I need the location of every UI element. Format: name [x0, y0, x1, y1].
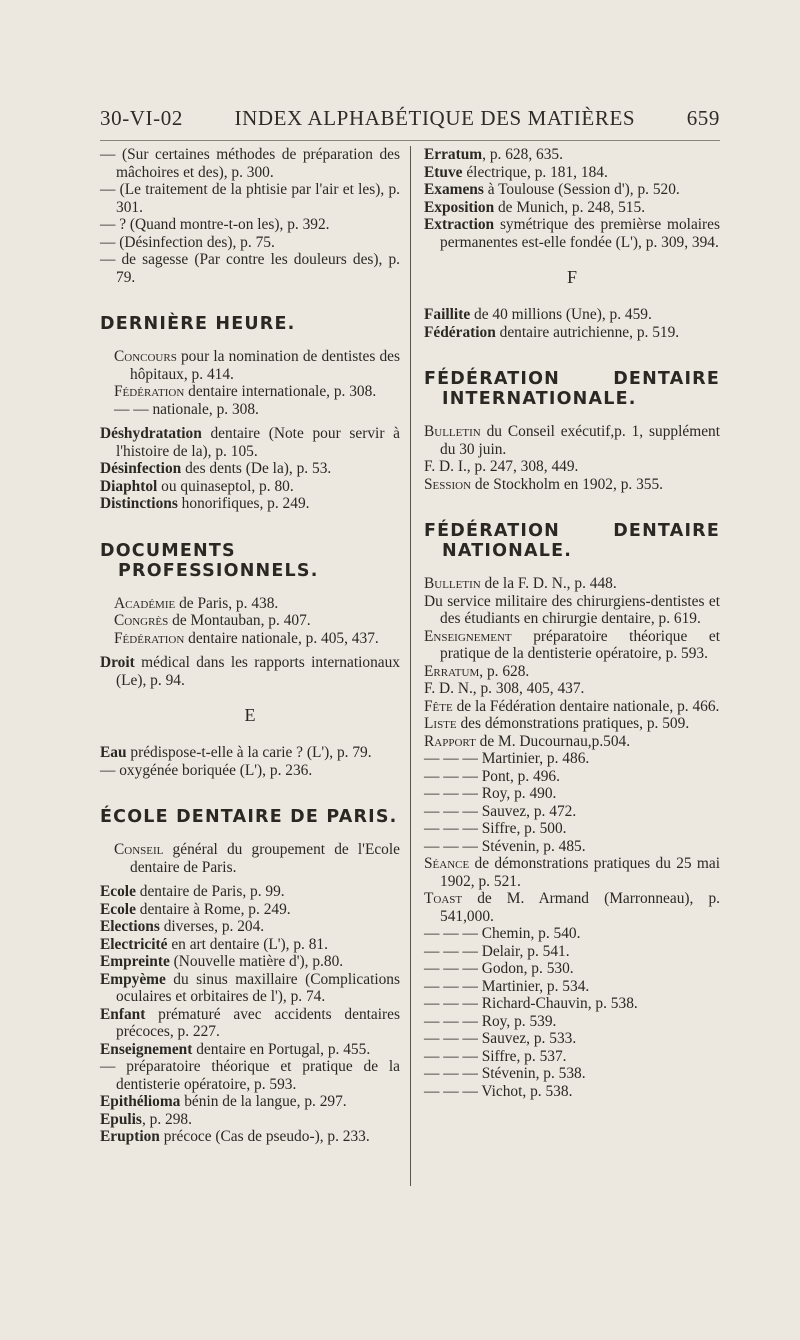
entry-text: — de sagesse (Par contre les douleurs des), p. 79. [100, 251, 400, 286]
entry-text: des dents (De la), p. 53. [181, 460, 332, 477]
index-entry [424, 925, 720, 943]
entry-text: (Nouvelle matière d'), p.80. [169, 953, 344, 970]
entry-text: Du service militaire des chirurgiens-dentistes et des étudiants en chirurgie dentaire, p. 619. [424, 592, 720, 627]
entry-term: Conseil [114, 841, 164, 858]
index-entry [100, 901, 400, 919]
entry-text: préparatoire théorique et pratique de la dentisterie opératoire, p. 593. [440, 627, 720, 662]
entry-text: — — — Sauvez, p. 472. [424, 802, 577, 820]
index-entry [100, 181, 400, 216]
entry-text: électrique, p. 181, 184. [462, 163, 608, 181]
federation-nationale-entries [424, 575, 720, 1100]
entry-text: — — — Vichot, p. 538. [424, 1082, 573, 1100]
index-entry [100, 630, 400, 648]
entry-text: de la Fédération dentaire nationale, p. 466. [452, 697, 720, 715]
entry-term: Toast [424, 890, 463, 907]
index-entry [424, 324, 720, 342]
entry-term: Eruption [100, 1128, 160, 1145]
entry-term: Faillite [424, 306, 471, 323]
index-entry [424, 663, 720, 681]
entry-text: , p. 628. [479, 662, 530, 680]
entry-text: dentaire autrichienne, p. 519. [495, 323, 680, 341]
entry-term: Empyème [100, 970, 166, 988]
entry-text: — — — Roy, p. 539. [424, 1012, 557, 1030]
index-entry [100, 401, 400, 419]
index-entry [424, 978, 720, 996]
entry-text: prématuré avec accidents dentaires précoces, p. 227. [116, 1005, 400, 1040]
entry-term: Congrès [114, 612, 169, 629]
page-title: INDEX ALPHABÉTIQUE DES MATIÈRES [234, 106, 636, 130]
entry-text: , p. 628, 635. [482, 146, 563, 163]
index-entry [100, 460, 400, 478]
entry-term: Elections [100, 918, 160, 935]
entry-term: Etuve [424, 163, 463, 181]
entry-term: Fête [424, 697, 453, 715]
entry-term: Séance [424, 855, 470, 872]
entry-term: Epithélioma [100, 1093, 181, 1110]
index-entry [100, 1058, 400, 1093]
entry-term: Académie [114, 594, 176, 612]
entry-term: Empreinte [100, 953, 170, 970]
issue-date: 30-VI-02 [100, 106, 183, 130]
index-entry [100, 971, 400, 1006]
entry-text: de M. Ducournau,p.504. [475, 732, 631, 750]
entry-text: pour la nomination de dentistes des hôpitaux, p. 414. [130, 348, 400, 383]
entry-term: Rapport [424, 732, 476, 750]
index-entry [424, 476, 720, 494]
index-entry [424, 181, 720, 199]
entry-text: dentaire de Paris, p. 99. [135, 883, 285, 900]
entry-term: Exposition [424, 198, 495, 216]
entry-term: Epulis [100, 1110, 142, 1128]
entry-term: Concours [114, 348, 177, 365]
index-entry [100, 612, 400, 630]
index-entry [100, 1093, 400, 1111]
entry-term: Diaphtol [100, 477, 158, 495]
entry-term: Enseignement [100, 1040, 193, 1058]
entry-text: F. D. I., p. 247, 308, 449. [424, 458, 579, 475]
entry-term: Session [424, 475, 472, 493]
index-entry [424, 820, 720, 838]
index-entry [424, 1030, 720, 1048]
index-entry [424, 750, 720, 768]
entry-term: Erratum [424, 146, 483, 163]
entry-text: diverses, p. 204. [159, 918, 265, 935]
federation-internationale-entries [424, 423, 720, 493]
index-entry [100, 744, 400, 762]
letter-heading-f: F [566, 267, 577, 287]
entry-text: , p. 298. [141, 1110, 192, 1128]
index-entry [100, 1041, 400, 1059]
right-column [424, 146, 720, 1100]
f-entries [424, 306, 720, 341]
entry-term: Enseignement [424, 627, 512, 645]
index-entry [100, 936, 400, 954]
entry-text: de Paris, p. 438. [175, 594, 279, 612]
entry-term: Bulletin [424, 575, 481, 592]
entry-text: honorifiques, p. 249. [177, 495, 310, 512]
entry-text: — — — Delair, p. 541. [424, 942, 570, 960]
index-entry [100, 425, 400, 460]
index-entry [424, 423, 720, 458]
entry-text: du Conseil exécutif,p. 1, supplément du 30 juin. [440, 423, 720, 458]
entry-text: médical dans les rapports internationaux (Le), p. 94. [116, 654, 400, 689]
documents-entries [100, 595, 400, 648]
entry-text: de la F. D. N., p. 448. [480, 575, 617, 592]
ecole-entries [100, 841, 400, 876]
entry-term: Extraction [424, 216, 495, 233]
entry-text: — — — Richard-Chauvin, p. 538. [424, 995, 638, 1012]
entry-term: Déshydratation [100, 425, 202, 442]
entry-text: en art dentaire (L'), p. 81. [167, 935, 328, 953]
e-entries [100, 744, 400, 779]
index-entry [424, 628, 720, 663]
entry-term: Fédération [114, 383, 185, 400]
index-entry [100, 918, 400, 936]
entry-text: — — — Siffre, p. 500. [424, 820, 567, 837]
entry-text: symétrique des premièrse molaires permanentes est-elle fondée (L'), p. 309, 394. [440, 216, 720, 251]
entry-term: Eau [100, 744, 127, 761]
index-entry [424, 458, 720, 476]
entry-text: dentaire (Note pour servir à l'histoire de la), p. 105. [116, 425, 400, 460]
index-entry [424, 698, 720, 716]
entry-text: — (Le traitement de la phtisie par l'air et les), p. 301. [100, 181, 400, 216]
section-heading-federation-internationale: FÉDÉRATION DENTAIRE INTERNATIONALE. [424, 369, 720, 409]
entry-text: — — — Pont, p. 496. [424, 767, 560, 785]
index-entry [424, 995, 720, 1013]
index-entry [424, 164, 720, 182]
entry-text: de 40 millions (Une), p. 459. [470, 306, 652, 323]
index-entry [424, 890, 720, 925]
e-bold-entries [100, 883, 400, 1146]
index-entry [100, 654, 400, 689]
entry-text: — — — Stévenin, p. 538. [424, 1065, 586, 1082]
entry-text: — — — Martinier, p. 534. [424, 977, 590, 995]
entry-term: Droit [100, 654, 135, 671]
header-rule [100, 140, 720, 141]
entry-term: Electricité [100, 935, 168, 953]
entry-text: — — — Stévenin, p. 485. [424, 837, 586, 855]
derniere-heure-entries [100, 348, 400, 418]
entry-text: général du groupement de l'Ecole dentaire de Paris. [130, 841, 400, 876]
entry-text: — — — Chemin, p. 540. [424, 925, 581, 942]
page-number: 659 [686, 106, 720, 130]
index-entry [424, 593, 720, 628]
index-entry [424, 785, 720, 803]
entry-text: de Munich, p. 248, 515. [494, 198, 646, 216]
index-entry [100, 146, 400, 181]
entry-text: — — nationale, p. 308. [114, 400, 259, 418]
entry-term: Désinfection [100, 460, 182, 477]
index-entry [100, 595, 400, 613]
entry-text: ou quinaseptol, p. 80. [157, 477, 294, 495]
entry-text: F. D. N., p. 308, 405, 437. [424, 680, 585, 697]
entry-text: des démonstrations pratiques, p. 509. [456, 715, 690, 732]
running-header [100, 106, 720, 131]
entry-term: Fédération [424, 323, 496, 341]
index-entry [100, 883, 400, 901]
entry-text: — — — Roy, p. 490. [424, 785, 557, 802]
index-entry [424, 838, 720, 856]
entry-text: précoce (Cas de pseudo-), p. 233. [159, 1128, 370, 1145]
e-right-entries [424, 146, 720, 251]
entry-text: — (Sur certaines méthodes de préparation des mâchoires et des), p. 300. [100, 146, 400, 181]
entry-term: Examens [424, 181, 484, 198]
droit-entries [100, 654, 400, 689]
entry-term: Ecole [100, 900, 136, 918]
entry-text: — — — Sauvez, p. 533. [424, 1030, 577, 1047]
entry-text: bénin de la langue, p. 297. [180, 1093, 347, 1110]
entry-text: prédispose-t-elle à la carie ? (L'), p. 79. [126, 744, 372, 761]
index-entry [100, 216, 400, 234]
index-entry [424, 960, 720, 978]
entry-text: — ? (Quand montre-t-on les), p. 392. [100, 216, 330, 233]
entry-text: de démonstrations pratiques du 25 mai 1902, p. 521. [440, 855, 720, 890]
entry-term: Distinctions [100, 495, 178, 512]
entry-text: du sinus maxillaire (Complications oculaires et orbitaires de l'), p. 74. [116, 970, 400, 1005]
entry-text: — (Désinfection des), p. 75. [100, 233, 275, 251]
index-entry [424, 680, 720, 698]
entry-term: Ecole [100, 883, 136, 900]
section-heading-derniere-heure: DERNIÈRE HEURE. [100, 314, 296, 334]
entry-term: Fédération [114, 629, 185, 647]
index-entry [100, 953, 400, 971]
section-heading-documents: DOCUMENTS PROFESSIONNELS. [100, 540, 319, 581]
index-entry [424, 803, 720, 821]
section-heading-ecole: ÉCOLE DENTAIRE DE PARIS. [100, 807, 398, 827]
column-divider [410, 146, 411, 1186]
index-entry [424, 1083, 720, 1101]
index-entry [424, 733, 720, 751]
index-entry [100, 1006, 400, 1041]
index-entry [100, 478, 400, 496]
entry-term: Liste [424, 715, 457, 732]
index-entry [424, 855, 720, 890]
index-entry [424, 768, 720, 786]
entry-text: — oxygénée boriquée (L'), p. 236. [100, 761, 313, 779]
entry-term: Erratum [424, 662, 480, 680]
d-entries [100, 425, 400, 513]
entry-term: Enfant [100, 1005, 146, 1023]
index-entry [100, 762, 400, 780]
entry-text: de M. Armand (Marronneau), p. 541,000. [440, 890, 720, 925]
entry-text: de Montauban, p. 407. [168, 612, 311, 629]
index-entry [424, 199, 720, 217]
index-entry [424, 306, 720, 324]
section-heading-federation-nationale: FÉDÉRATION DENTAIRE NATIONALE. [424, 521, 720, 561]
index-entry [100, 251, 400, 286]
index-entry [100, 1111, 400, 1129]
entry-text: dentaire en Portugal, p. 455. [192, 1040, 371, 1058]
entry-text: — — — Godon, p. 530. [424, 960, 574, 977]
index-entry [100, 495, 400, 513]
entry-text: à Toulouse (Session d'), p. 520. [483, 181, 680, 198]
entry-text: — — — Martinier, p. 486. [424, 750, 590, 767]
dents-entries [100, 146, 400, 286]
entry-text: dentaire internationale, p. 308. [184, 383, 377, 400]
entry-text: — préparatoire théorique et pratique de la dentisterie opératoire, p. 593. [100, 1058, 400, 1093]
index-entry [424, 1048, 720, 1066]
entry-text: — — — Siffre, p. 537. [424, 1047, 567, 1065]
left-column [100, 146, 400, 1146]
index-entry [100, 1128, 400, 1146]
index-entry [424, 715, 720, 733]
index-entry [100, 234, 400, 252]
entry-term: Bulletin [424, 423, 481, 440]
entry-text: dentaire nationale, p. 405, 437. [184, 629, 379, 647]
entry-text: de Stockholm en 1902, p. 355. [471, 475, 664, 493]
index-entry [424, 575, 720, 593]
index-entry [424, 146, 720, 164]
index-entry [100, 348, 400, 383]
index-entry [100, 841, 400, 876]
index-entry [424, 1013, 720, 1031]
index-entry [100, 383, 400, 401]
index-entry [424, 1065, 720, 1083]
index-entry [424, 216, 720, 251]
entry-text: dentaire à Rome, p. 249. [135, 900, 291, 918]
index-entry [424, 943, 720, 961]
letter-heading-e: E [244, 705, 256, 725]
